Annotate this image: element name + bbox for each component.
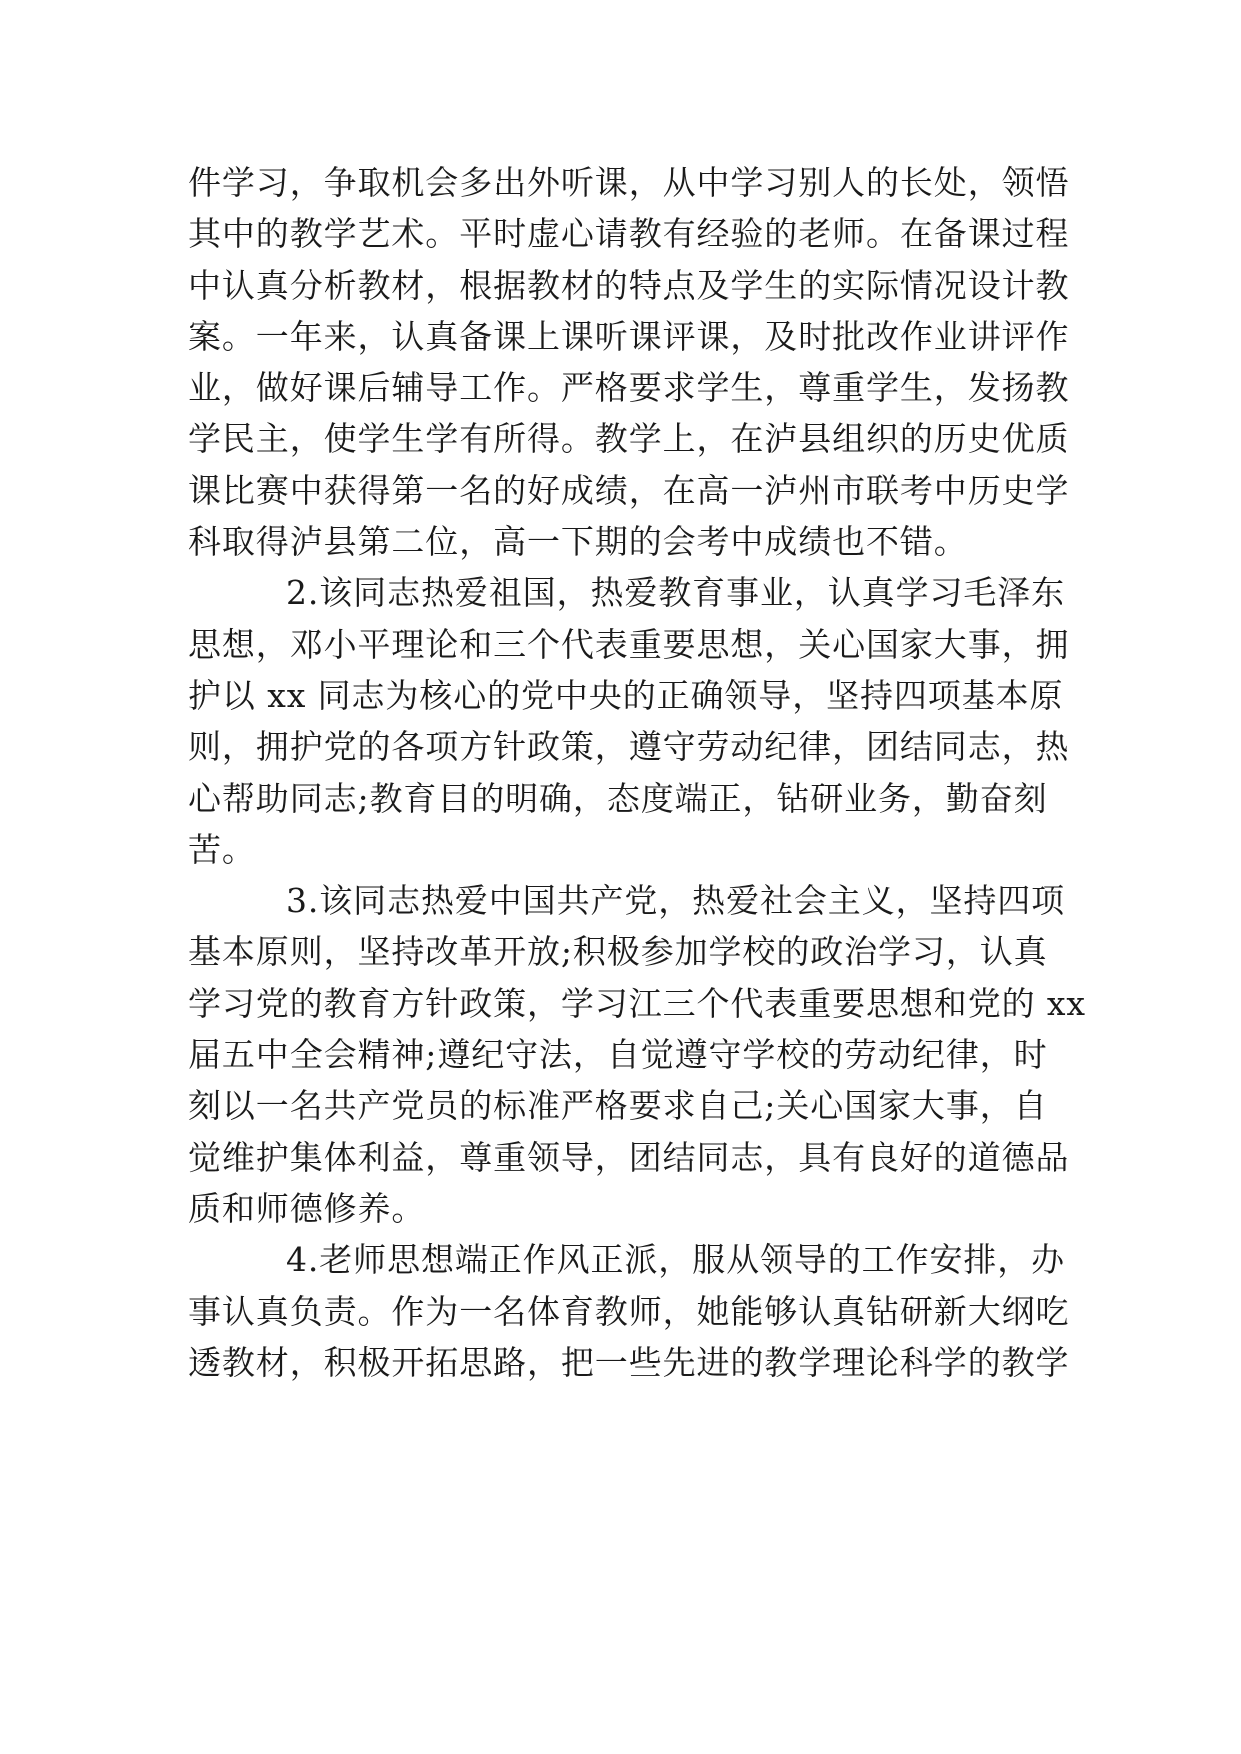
text-line: 苦。 (188, 829, 256, 869)
text-line: 课比赛中获得第一名的好成绩，在高一泸州市联考中历史学 (188, 470, 1070, 510)
text-line: 案。一年来，认真备课上课听课评课，及时批改作业讲评作 (188, 316, 1070, 356)
text-line: 件学习，争取机会多出外听课，从中学习别人的长处，领悟 (188, 163, 1070, 202)
text-line: 届五中全会精神;遵纪守法，自觉遵守学校的劳动纪律，时 (188, 1035, 1048, 1075)
text-line: 其中的教学艺术。平时虚心请教有经验的老师。在备课过程 (188, 214, 1070, 254)
paragraph-first-line: 4.老师思想端正作风正派，服从领导的工作安排，办 (286, 1240, 1066, 1280)
text-line: 学习党的教育方针政策，学习江三个代表重要思想和党的 xx (188, 983, 1086, 1023)
text-line: 觉维护集体利益，尊重领导，团结同志，具有良好的道德品 (188, 1137, 1070, 1177)
body-text (188, 157, 1086, 1388)
text-line: 质和师德修养。 (188, 1188, 426, 1228)
text-line: 基本原则，坚持改革开放;积极参加学校的政治学习，认真 (188, 932, 1048, 972)
text-line: 刻以一名共产党员的标准严格要求自己;关心国家大事，自 (188, 1086, 1048, 1126)
text-line: 中认真分析教材，根据教材的特点及学生的实际情况设计教 (188, 265, 1070, 305)
paragraph-first-line: 3.该同志热爱中国共产党，热爱社会主义，坚持四项 (286, 881, 1066, 921)
text-line: 透教材，积极开拓思路，把一些先进的教学理论科学的教学 (188, 1342, 1070, 1382)
paragraph-first-line: 2.该同志热爱祖国，热爱教育事业，认真学习毛泽东 (286, 573, 1066, 613)
text-line: 则，拥护党的各项方针政策，遵守劳动纪律，团结同志，热 (188, 727, 1070, 767)
text-line: 事认真负责。作为一名体育教师，她能够认真钻研新大纲吃 (188, 1291, 1070, 1331)
text-line: 科取得泸县第二位，高一下期的会考中成绩也不错。 (188, 522, 968, 562)
text-line: 护以 xx 同志为核心的党中央的正确领导，坚持四项基本原 (188, 675, 1064, 715)
text-line: 学民主，使学生学有所得。教学上，在泸县组织的历史优质 (188, 419, 1070, 459)
text-line: 业，做好课后辅导工作。严格要求学生，尊重学生，发扬教 (188, 368, 1070, 408)
text-line: 思想，邓小平理论和三个代表重要思想，关心国家大事，拥 (188, 624, 1070, 664)
text-line: 心帮助同志;教育目的明确，态度端正，钻研业务，勤奋刻 (188, 778, 1048, 818)
